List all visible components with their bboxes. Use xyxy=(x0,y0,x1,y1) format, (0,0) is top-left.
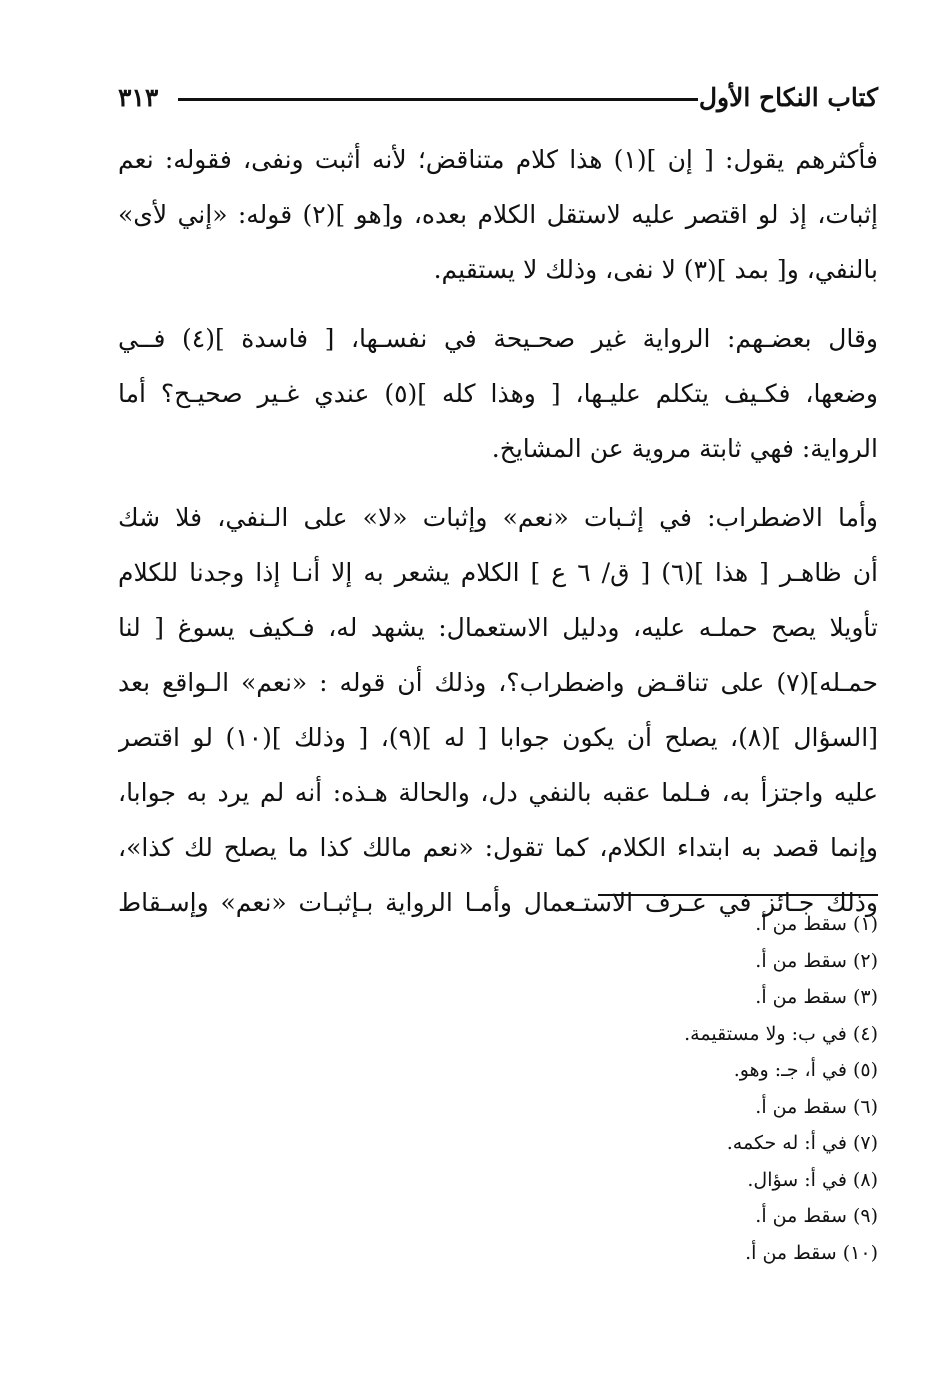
footnote: (١) سقط من أ. xyxy=(755,913,878,935)
footnote: (١٠) سقط من أ. xyxy=(745,1241,878,1264)
text-line: وإنما قصد به ابتداء الكلام، كما تقول: «نعم مالك كذا ما يصلح لك كذا»، xyxy=(118,833,878,862)
footnotes-list xyxy=(478,906,878,1271)
text-line: عليه واجتزأ به، فـلما عقبه بالنفي دل، والحالة هـذه: أنه لم يرد به جوابا، xyxy=(118,778,878,807)
footnote: (٥) في أ، جـ: وهو. xyxy=(733,1059,878,1081)
footnote: (٤) في ب: ولا مستقيمة. xyxy=(684,1022,878,1045)
text-line: إثبات، إذ لو اقتصر عليه لاستقل الكلام بعده، و[هو ](٢) قوله: «إني لأى» xyxy=(118,200,878,229)
footnote-separator xyxy=(598,894,878,896)
header-rule xyxy=(178,98,698,101)
paragraph-2 xyxy=(118,311,878,476)
footnote: (٨) في أ: سؤال. xyxy=(747,1168,878,1191)
footnote: (٩) سقط من أ. xyxy=(755,1205,878,1227)
main-text xyxy=(118,132,878,944)
text-line: الرواية: فهي ثابتة مروية عن المشايخ. xyxy=(491,434,878,463)
paragraph-1 xyxy=(118,132,878,297)
text-line: [السؤال ](٨)، يصلح أن يكون جوابا [ له ](٩)، [ وذلك ](١٠) لو اقتصر xyxy=(118,723,878,752)
chapter-title: كتاب النكاح الأول xyxy=(698,83,878,112)
paragraph-3 xyxy=(118,490,878,930)
text-line: وأما الاضطراب: في إثـبات «نعم» وإثبات «لا» على الـنفي، فلا شك xyxy=(118,503,878,532)
text-line: أن ظاهـر [ هذا ](٦) [ ق/ ٦ ع ] الكلام يشعر به إلا أنـا إذا وجدنا للكلام xyxy=(118,558,878,587)
text-line: وذلك جـائز في عـرف الاستـعمال وأمـا الرواية بـإثبـات «نعم» وإسـقاط xyxy=(118,888,878,917)
page-number: ٣١٣ xyxy=(118,83,159,112)
text-line: وضعها، فكـيف يتكلم عليـها، [ وهذا كله ](٥) عندي غـير صحيـح؟ أما xyxy=(118,379,878,408)
footnote: (٧) في أ: له حكمه. xyxy=(726,1132,878,1154)
footnote: (٣) سقط من أ. xyxy=(755,986,878,1008)
text-line: حمـله](٧) على تناقـض واضطراب؟، وذلك أن قوله : «نعم» الـواقع بعد xyxy=(118,668,878,697)
text-line: فأكثرهم يقول: [ إن ](١) هذا كلام متناقض؛ لأنه أثبت ونفى، فقوله: نعم xyxy=(118,145,878,174)
text-line: وقال بعضـهم: الرواية غير صحـيحة في نفسـها، [ فاسدة ](٤) فــي xyxy=(118,324,878,353)
text-line: بالنفي، و[ بمد ](٣) لا نفى، وذلك لا يستقيم. xyxy=(433,255,878,284)
text-line: تأويلا يصح حملـه عليه، ودليل الاستعمال: يشهد له، فـكيف يسوغ [ لنا xyxy=(118,613,878,642)
footnote: (٢) سقط من أ. xyxy=(755,949,878,972)
running-header xyxy=(118,78,878,118)
footnote: (٦) سقط من أ. xyxy=(755,1095,878,1118)
